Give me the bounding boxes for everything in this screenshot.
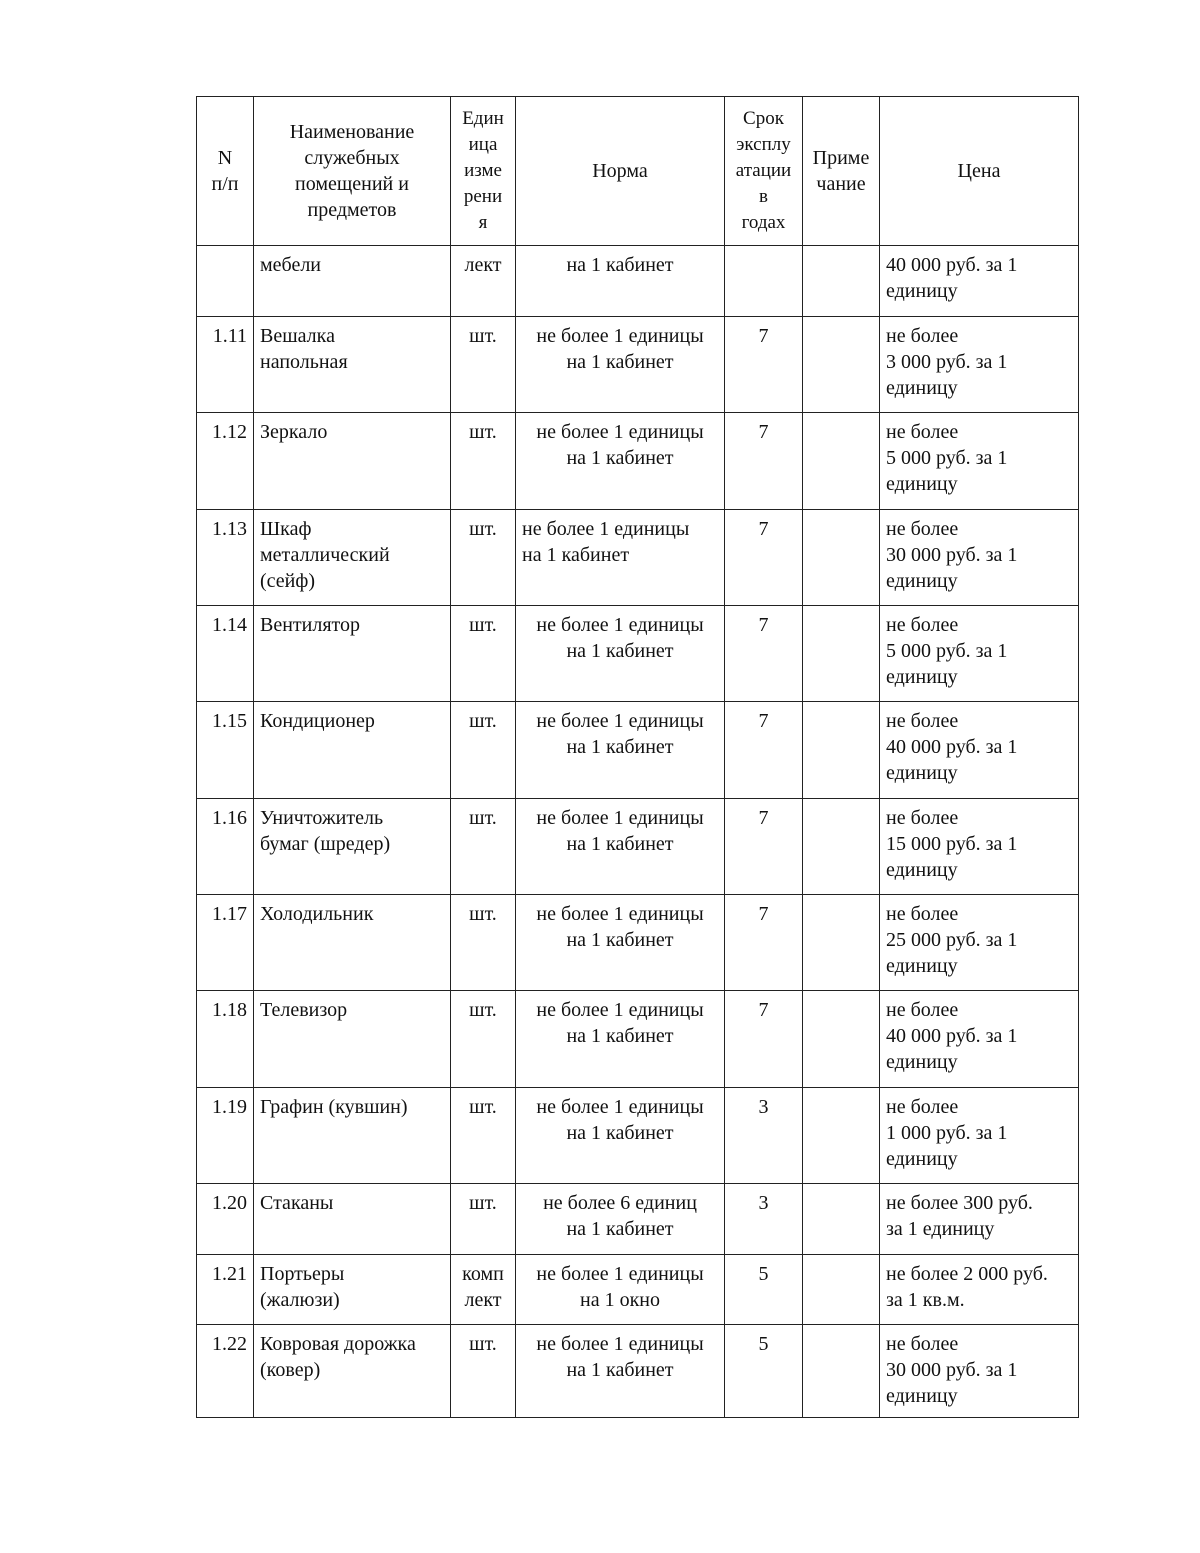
cell-norm: не более 1 единицы на 1 кабинет (516, 1088, 725, 1184)
cell-unit: шт. (451, 1088, 516, 1184)
cell-num: 1.15 (197, 702, 254, 799)
table-row (197, 317, 1079, 413)
cell-norm: не более 6 единиц на 1 кабинет (516, 1184, 725, 1255)
cell-term: 7 (725, 606, 803, 702)
norms-table (196, 96, 1079, 1418)
cell-norm: не более 1 единицы на 1 кабинет (516, 413, 725, 510)
cell-term: 7 (725, 317, 803, 413)
table-row (197, 246, 1079, 317)
cell-note (803, 702, 880, 799)
cell-note (803, 413, 880, 510)
cell-note (803, 799, 880, 895)
cell-unit: шт. (451, 895, 516, 991)
cell-term: 7 (725, 991, 803, 1088)
cell-price: не более 40 000 руб. за 1 единицу (880, 991, 1079, 1088)
cell-note (803, 246, 880, 317)
table-row (197, 510, 1079, 606)
cell-term: 7 (725, 413, 803, 510)
cell-num: 1.16 (197, 799, 254, 895)
cell-num: 1.20 (197, 1184, 254, 1255)
cell-note (803, 895, 880, 991)
cell-unit: шт. (451, 1325, 516, 1418)
cell-norm: на 1 кабинет (516, 246, 725, 317)
cell-name: Уничтожитель бумаг (шредер) (254, 799, 451, 895)
cell-price: не более 30 000 руб. за 1 единицу (880, 510, 1079, 606)
cell-price: не более 3 000 руб. за 1 единицу (880, 317, 1079, 413)
cell-norm: не более 1 единицы на 1 кабинет (516, 1325, 725, 1418)
cell-norm: не более 1 единицы на 1 кабинет (516, 702, 725, 799)
header-name: Наименование служебных помещений и предметов (254, 97, 451, 246)
cell-unit: шт. (451, 991, 516, 1088)
header-term: Срок эксплу атации в годах (725, 97, 803, 246)
cell-price: не более 15 000 руб. за 1 единицу (880, 799, 1079, 895)
table-row (197, 1325, 1079, 1418)
cell-name: Телевизор (254, 991, 451, 1088)
table-row (197, 606, 1079, 702)
table-row (197, 799, 1079, 895)
cell-norm: не более 1 единицы на 1 кабинет (516, 510, 725, 606)
cell-price: не более 300 руб. за 1 единицу (880, 1184, 1079, 1255)
cell-term: 7 (725, 510, 803, 606)
cell-term: 7 (725, 895, 803, 991)
cell-note (803, 1255, 880, 1325)
cell-unit: шт. (451, 317, 516, 413)
cell-note (803, 606, 880, 702)
header-unit: Един ица изме рени я (451, 97, 516, 246)
cell-name: Холодильник (254, 895, 451, 991)
cell-name: Ковровая дорожка (ковер) (254, 1325, 451, 1418)
cell-norm: не более 1 единицы на 1 кабинет (516, 317, 725, 413)
cell-price: не более 2 000 руб. за 1 кв.м. (880, 1255, 1079, 1325)
cell-name: Вешалка напольная (254, 317, 451, 413)
header-norm: Норма (516, 97, 725, 246)
cell-unit: шт. (451, 1184, 516, 1255)
cell-term: 5 (725, 1255, 803, 1325)
cell-num: 1.19 (197, 1088, 254, 1184)
cell-price: не более 1 000 руб. за 1 единицу (880, 1088, 1079, 1184)
cell-norm: не более 1 единицы на 1 кабинет (516, 895, 725, 991)
cell-name: Кондиционер (254, 702, 451, 799)
cell-num: 1.14 (197, 606, 254, 702)
cell-note (803, 317, 880, 413)
cell-name: Шкаф металлический (сейф) (254, 510, 451, 606)
cell-unit: шт. (451, 413, 516, 510)
table-row (197, 895, 1079, 991)
cell-price: не более 5 000 руб. за 1 единицу (880, 413, 1079, 510)
cell-num: 1.21 (197, 1255, 254, 1325)
cell-num: 1.12 (197, 413, 254, 510)
header-note: Приме чание (803, 97, 880, 246)
cell-num: 1.11 (197, 317, 254, 413)
cell-name: Графин (кувшин) (254, 1088, 451, 1184)
cell-note (803, 1325, 880, 1418)
cell-num: 1.18 (197, 991, 254, 1088)
cell-term: 3 (725, 1184, 803, 1255)
cell-name: Стаканы (254, 1184, 451, 1255)
cell-num: 1.13 (197, 510, 254, 606)
cell-price: не более 40 000 руб. за 1 единицу (880, 702, 1079, 799)
table-row (197, 1255, 1079, 1325)
header-num: N п/п (197, 97, 254, 246)
cell-unit: шт. (451, 510, 516, 606)
cell-price: 40 000 руб. за 1 единицу (880, 246, 1079, 317)
cell-note (803, 510, 880, 606)
table-row (197, 413, 1079, 510)
cell-norm: не более 1 единицы на 1 кабинет (516, 799, 725, 895)
cell-num: 1.17 (197, 895, 254, 991)
cell-unit: комп лект (451, 1255, 516, 1325)
table-row (197, 991, 1079, 1088)
cell-unit: лект (451, 246, 516, 317)
header-price: Цена (880, 97, 1079, 246)
cell-price: не более 5 000 руб. за 1 единицу (880, 606, 1079, 702)
cell-term: 7 (725, 702, 803, 799)
table-row (197, 702, 1079, 799)
cell-unit: шт. (451, 702, 516, 799)
table-row (197, 1088, 1079, 1184)
cell-term: 3 (725, 1088, 803, 1184)
cell-note (803, 1184, 880, 1255)
cell-term: 7 (725, 799, 803, 895)
cell-price: не более 30 000 руб. за 1 единицу (880, 1325, 1079, 1418)
cell-norm: не более 1 единицы на 1 кабинет (516, 991, 725, 1088)
cell-term: 5 (725, 1325, 803, 1418)
cell-unit: шт. (451, 606, 516, 702)
cell-term (725, 246, 803, 317)
cell-unit: шт. (451, 799, 516, 895)
cell-name: мебели (254, 246, 451, 317)
cell-note (803, 1088, 880, 1184)
cell-price: не более 25 000 руб. за 1 единицу (880, 895, 1079, 991)
cell-name: Портьеры (жалюзи) (254, 1255, 451, 1325)
cell-name: Вентилятор (254, 606, 451, 702)
table-header-row (197, 97, 1079, 246)
cell-norm: не более 1 единицы на 1 окно (516, 1255, 725, 1325)
cell-num (197, 246, 254, 317)
cell-norm: не более 1 единицы на 1 кабинет (516, 606, 725, 702)
cell-note (803, 991, 880, 1088)
cell-name: Зеркало (254, 413, 451, 510)
cell-num: 1.22 (197, 1325, 254, 1418)
table-row (197, 1184, 1079, 1255)
